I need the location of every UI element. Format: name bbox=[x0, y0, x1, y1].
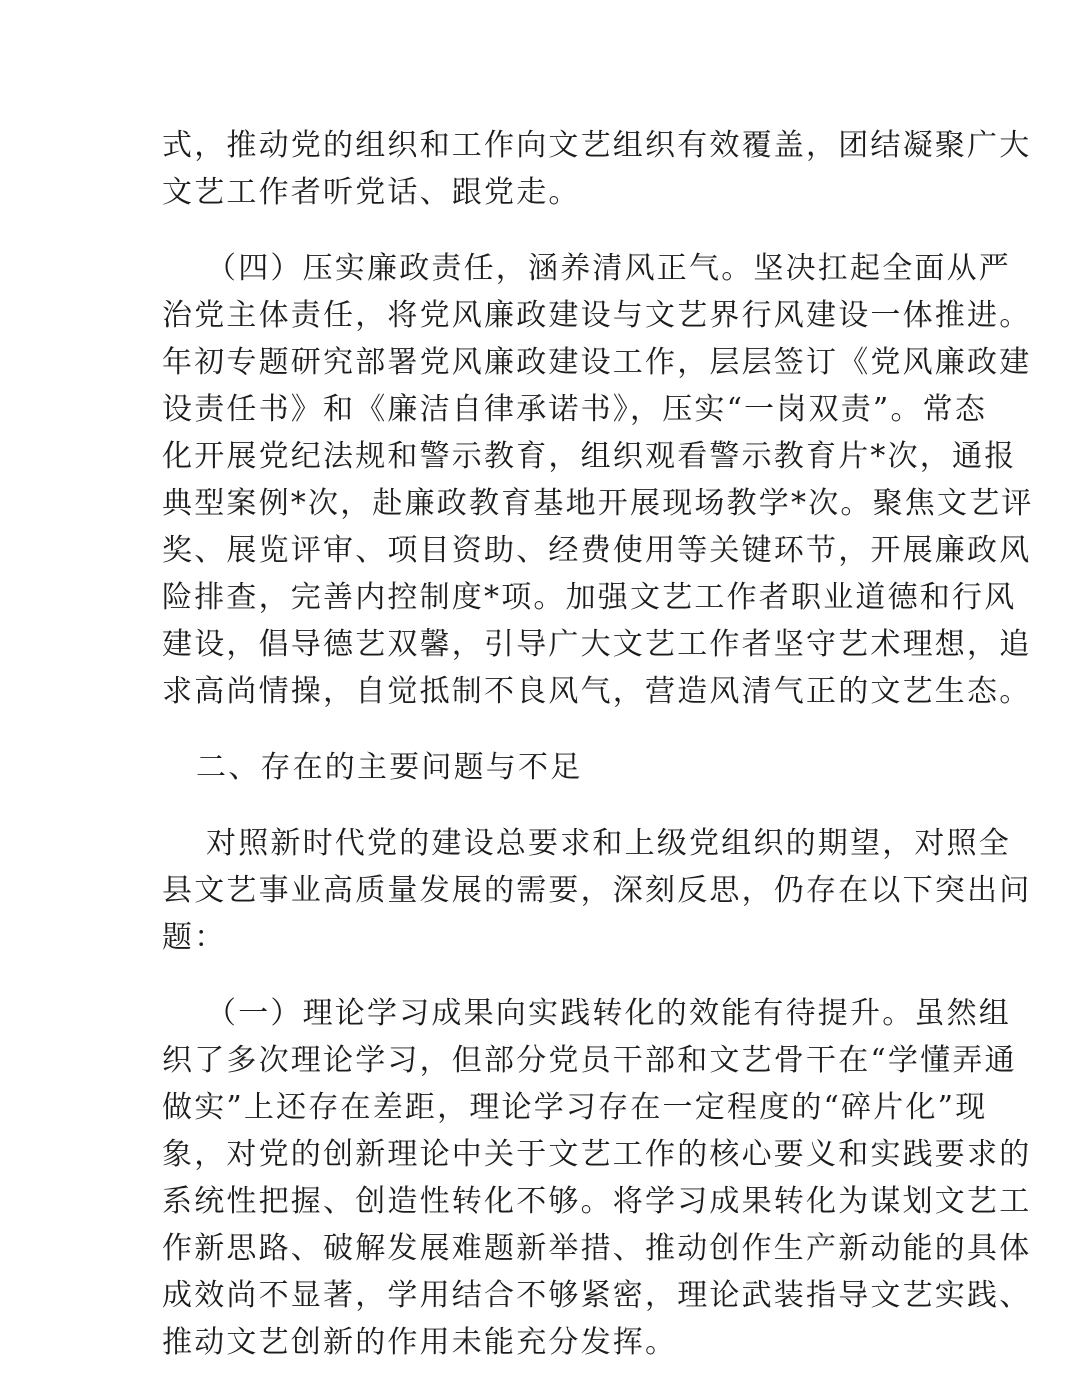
text-line: （一）理论学习成果向实践转化的效能有待提升。虽然组 bbox=[206, 996, 1011, 1031]
text-line: 对照新时代党的建设总要求和上级党组织的期望，对照全 bbox=[206, 826, 1011, 861]
text-line: 作新思路、破解发展难题新举措、推动创作生产新动能的具体 bbox=[162, 1231, 1032, 1266]
paragraph-1 bbox=[162, 122, 1032, 216]
text-line: 设责任书》和《廉洁自律承诺书》，压实“一岗双责”。常态 bbox=[162, 392, 988, 427]
paragraph-2 bbox=[162, 245, 1034, 715]
text-line: 化开展党纪法规和警示教育，组织观看警示教育片*次，通报 bbox=[162, 439, 1017, 474]
text-line: 系统性把握、创造性转化不够。将学习成果转化为谋划文艺工 bbox=[162, 1184, 1032, 1219]
text-line: 县文艺事业高质量发展的需要，深刻反思，仍存在以下突出问 bbox=[162, 873, 1032, 908]
paragraph-4 bbox=[162, 990, 1032, 1366]
text-line: （四）压实廉政责任，涵养清风正气。坚决扛起全面从严 bbox=[206, 251, 1011, 286]
text-line: 治党主体责任，将党风廉政建设与文艺界行风建设一体推进。 bbox=[162, 298, 1032, 333]
text-line: 典型案例*次，赴廉政教育基地开展现场教学*次。聚焦文艺评 bbox=[162, 486, 1034, 521]
paragraph-3 bbox=[162, 820, 1032, 961]
text-line: 成效尚不显著，学用结合不够紧密，理论武装指导文艺实践、 bbox=[162, 1278, 1032, 1313]
text-line: 象，对党的创新理论中关于文艺工作的核心要义和实践要求的 bbox=[162, 1137, 1032, 1172]
document-page bbox=[162, 122, 1034, 1395]
text-line: 年初专题研究部署党风廉政建设工作，层层签订《党风廉政建 bbox=[162, 345, 1032, 380]
text-line: 做实”上还存在差距，理论学习存在一定程度的“碎片化”现 bbox=[162, 1090, 988, 1125]
text-line: 推动文艺创新的作用未能充分发挥。 bbox=[162, 1325, 678, 1360]
text-line: 文艺工作者听党话、跟党走。 bbox=[162, 175, 581, 210]
text-line: 险排查，完善内控制度*项。加强文艺工作者职业道德和行风 bbox=[162, 580, 1017, 615]
text-line: 建设，倡导德艺双馨，引导广大文艺工作者坚守艺术理想，追 bbox=[162, 627, 1032, 662]
text-line: 题： bbox=[162, 920, 227, 955]
text-line: 求高尚情操，自觉抵制不良风气，营造风清气正的文艺生态。 bbox=[162, 674, 1032, 709]
text-line: 式，推动党的组织和工作向文艺组织有效覆盖，团结凝聚广大 bbox=[162, 128, 1032, 163]
text-line: 奖、展览评审、项目资助、经费使用等关键环节，开展廉政风 bbox=[162, 533, 1032, 568]
text-line: 织了多次理论学习，但部分党员干部和文艺骨干在“学懂弄通 bbox=[162, 1043, 1017, 1078]
section-heading: 二、存在的主要问题与不足 bbox=[196, 750, 583, 785]
